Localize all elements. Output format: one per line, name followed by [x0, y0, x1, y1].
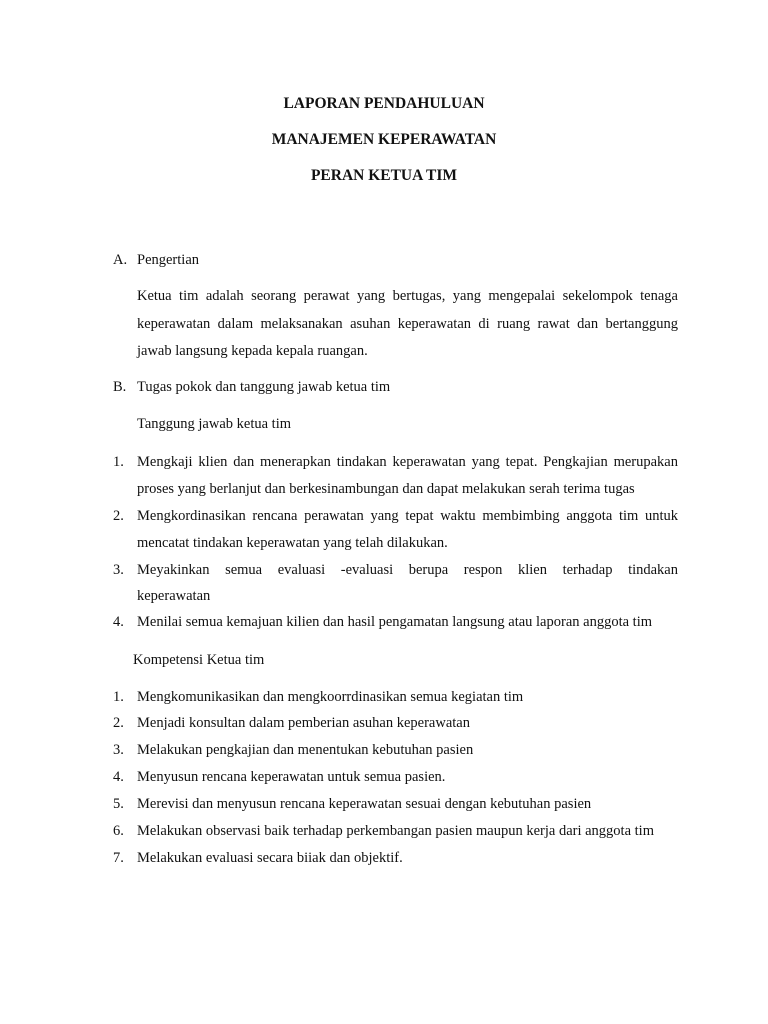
list2-item-2-number: 2.	[113, 715, 124, 731]
responsibilities-subheading: Tanggung jawab ketua tim	[137, 416, 292, 432]
section-a-marker: A.	[113, 252, 128, 268]
list1-item-3-line-1: Meyakinkan semua evaluasi -evaluasi berupa respon klien terhadap tindakan	[137, 562, 678, 578]
list2-item-4-number: 4.	[113, 769, 124, 785]
list1-item-3-number: 3.	[113, 562, 124, 578]
list2-item-3-number: 3.	[113, 742, 124, 758]
list1-item-3-line-2: keperawatan	[137, 588, 211, 604]
list1-item-1-line-2: proses yang berlanjut dan berkesinambungan dan dapat melakukan serah terima tugas	[137, 481, 635, 497]
list2-item-7-text: Melakukan evaluasi secara biiak dan objektif.	[137, 850, 403, 866]
list2-item-1-text: Mengkomunikasikan dan mengkoorrdinasikan semua kegiatan tim	[137, 689, 524, 705]
list2-item-2-text: Menjadi konsultan dalam pemberian asuhan keperawatan	[137, 715, 470, 731]
section-a-paragraph-line-2: keperawatan dalam melaksanakan asuhan keperawatan di ruang rawat dan bertanggung	[137, 316, 678, 332]
list2-item-5-text: Merevisi dan menyusun rencana keperawatan sesuai dengan kebutuhan pasien	[137, 796, 592, 812]
list1-item-4-number: 4.	[113, 614, 124, 630]
list2-item-1-number: 1.	[113, 689, 124, 705]
list1-item-2-line-2: mencatat tindakan keperawatan yang telah dilakukan.	[137, 535, 448, 551]
section-b-marker: B.	[113, 379, 127, 395]
list2-item-7-number: 7.	[113, 850, 124, 866]
title-line-3: PERAN KETUA TIM	[310, 167, 458, 184]
list1-item-2-number: 2.	[113, 508, 124, 524]
list2-item-3-text: Melakukan pengkajian dan menentukan kebutuhan pasien	[137, 742, 474, 758]
title-line-1: LAPORAN PENDAHULUAN	[283, 95, 485, 112]
title-block	[0, 94, 768, 202]
list2-item-5-number: 5.	[113, 796, 124, 812]
title-line-2: MANAJEMEN KEPERAWATAN	[271, 131, 497, 148]
list1-item-1-number: 1.	[113, 454, 124, 470]
section-a-paragraph-line-1: Ketua tim adalah seorang perawat yang bertugas, yang mengepalai sekelompok tenaga	[137, 288, 678, 304]
list1-item-2-line-1: Mengkordinasikan rencana perawatan yang tepat waktu membimbing anggota tim untuk	[137, 508, 678, 524]
section-a-heading: Pengertian	[137, 252, 200, 268]
list2-item-4-text: Menyusun rencana keperawatan untuk semua pasien.	[137, 769, 446, 785]
list2-item-6-number: 6.	[113, 823, 124, 839]
list2-item-6-text: Melakukan observasi baik terhadap perkembangan pasien maupun kerja dari anggota tim	[137, 823, 654, 839]
list1-item-1-line-1: Mengkaji klien dan menerapkan tindakan keperawatan yang tepat. Pengkajian merupakan	[137, 454, 678, 470]
competency-subheading: Kompetensi Ketua tim	[133, 652, 265, 668]
list1-item-4-line-1: Menilai semua kemajuan kilien dan hasil pengamatan langsung atau laporan anggota tim	[137, 614, 652, 630]
section-a-paragraph-line-3: jawab langsung kepada kepala ruangan.	[137, 343, 368, 359]
section-b-heading: Tugas pokok dan tanggung jawab ketua tim	[137, 379, 391, 395]
